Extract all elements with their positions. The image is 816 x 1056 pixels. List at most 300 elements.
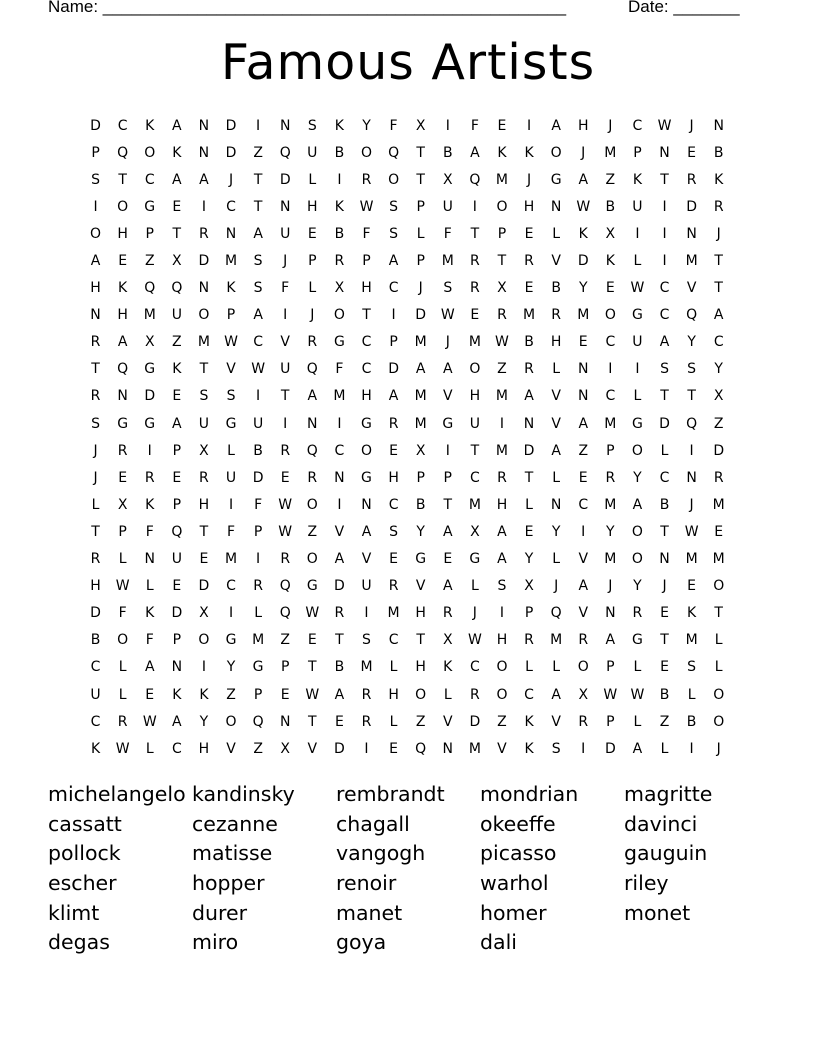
grid-letter: Q: [171, 523, 183, 540]
grid-letter: W: [630, 686, 645, 703]
grid-letter: L: [416, 225, 425, 242]
grid-letter: D: [198, 578, 210, 595]
grid-letter: G: [225, 415, 237, 432]
grid-letter: Y: [687, 334, 696, 351]
grid-letter: I: [662, 225, 667, 242]
grid-letter: H: [496, 632, 508, 649]
grid-letter: R: [605, 469, 616, 486]
grid-letter: R: [713, 198, 724, 215]
grid-letter: U: [307, 144, 318, 161]
grid-letter: L: [660, 442, 669, 459]
grid-letter: P: [91, 144, 100, 161]
grid-letter: M: [441, 253, 454, 270]
word-list-item: chagall: [336, 811, 410, 836]
grid-letter: M: [685, 551, 698, 568]
grid-letter: U: [361, 578, 372, 595]
grid-letter: J: [526, 171, 532, 188]
grid-letter: R: [307, 469, 318, 486]
grid-letter: T: [199, 361, 209, 378]
grid-letter: D: [198, 253, 210, 270]
grid-letter: I: [662, 253, 667, 270]
grid-letter: T: [497, 253, 507, 270]
grid-letter: P: [362, 253, 371, 270]
grid-letter: J: [662, 578, 667, 595]
grid-letter: R: [90, 551, 101, 568]
grid-letter: V: [551, 253, 561, 270]
grid-letter: W: [115, 578, 130, 595]
grid-letter: K: [334, 198, 344, 215]
grid-letter: K: [497, 144, 507, 161]
grid-letter: Z: [253, 740, 263, 757]
grid-letter: H: [496, 496, 508, 513]
grid-letter: O: [198, 307, 210, 324]
grid-letter: E: [443, 551, 453, 568]
grid-letter: L: [91, 496, 100, 513]
word-list-item: cassatt: [48, 811, 122, 836]
grid-letter: R: [334, 605, 345, 622]
word-list-item: davinci: [624, 811, 698, 836]
grid-letter: U: [171, 551, 182, 568]
grid-letter: F: [389, 117, 398, 134]
grid-letter: X: [442, 171, 453, 188]
grid-letter: I: [93, 198, 98, 215]
grid-letter: M: [685, 253, 698, 270]
grid-letter: E: [172, 198, 182, 215]
grid-letter: N: [713, 117, 724, 134]
grid-letter: V: [551, 713, 561, 730]
grid-letter: D: [144, 388, 156, 405]
grid-letter: Q: [252, 713, 264, 730]
grid-letter: F: [254, 496, 263, 513]
grid-letter: Y: [606, 523, 615, 540]
grid-letter: F: [281, 280, 290, 297]
grid-letter: S: [443, 280, 453, 297]
grid-letter: U: [252, 415, 264, 432]
grid-letter: P: [253, 686, 263, 703]
grid-letter: O: [631, 442, 643, 459]
grid-letter: C: [90, 713, 101, 730]
grid-letter: Z: [605, 171, 616, 188]
grid-letter: E: [497, 117, 507, 134]
grid-letter: A: [551, 442, 561, 459]
grid-letter: M: [604, 551, 617, 568]
grid-letter: A: [442, 578, 453, 595]
grid-letter: O: [496, 659, 508, 676]
grid-letter: P: [443, 469, 452, 486]
grid-letter: S: [253, 280, 263, 297]
grid-letter: I: [201, 198, 206, 215]
grid-letter: M: [685, 632, 698, 649]
grid-letter: M: [550, 632, 563, 649]
grid-letter: D: [334, 578, 345, 595]
grid-letter: E: [524, 523, 534, 540]
grid-letter: P: [497, 225, 507, 242]
grid-letter: L: [145, 740, 154, 757]
grid-letter: B: [253, 442, 263, 459]
grid-letter: O: [306, 551, 318, 568]
grid-letter: Q: [306, 442, 318, 459]
grid-letter: W: [657, 117, 672, 134]
grid-letter: Z: [497, 713, 507, 730]
grid-letter: L: [633, 659, 642, 676]
grid-letter: O: [713, 713, 725, 730]
grid-letter: R: [90, 334, 101, 351]
word-list-item: mondrian: [480, 782, 579, 806]
grid-letter: U: [225, 469, 237, 486]
grid-letter: E: [470, 307, 480, 324]
grid-letter: V: [280, 334, 290, 351]
word-list: [48, 780, 768, 958]
grid-letter: V: [361, 551, 372, 568]
grid-letter: N: [198, 144, 210, 161]
grid-letter: Q: [279, 144, 291, 161]
word-list-item: klimt: [48, 900, 100, 925]
grid-letter: X: [605, 225, 616, 242]
grid-letter: P: [172, 496, 182, 513]
grid-letter: W: [224, 334, 238, 351]
grid-letter: Z: [713, 415, 724, 432]
grid-letter: B: [551, 280, 561, 297]
grid-letter: O: [117, 198, 129, 215]
grid-letter: K: [118, 280, 128, 297]
grid-letter: L: [525, 496, 533, 513]
grid-letter: H: [198, 496, 210, 513]
grid-letter: M: [468, 496, 481, 513]
grid-letter: R: [469, 686, 480, 703]
grid-letter: J: [472, 605, 477, 622]
grid-letter: N: [279, 713, 291, 730]
grid-letter: T: [687, 388, 696, 405]
grid-letter: D: [225, 117, 237, 134]
grid-letter: L: [687, 686, 696, 703]
grid-letter: I: [445, 117, 450, 134]
grid-letter: V: [415, 578, 426, 595]
grid-letter: I: [581, 740, 586, 757]
grid-letter: C: [388, 632, 399, 649]
grid-letter: A: [578, 415, 589, 432]
grid-letter: C: [334, 442, 345, 459]
grid-letter: T: [443, 496, 453, 513]
grid-letter: J: [689, 117, 694, 134]
word-list-item: picasso: [480, 841, 557, 866]
name-field-label: Name: _________________________________________________: [48, 0, 567, 16]
grid-letter: K: [714, 171, 724, 188]
grid-letter: N: [307, 415, 318, 432]
grid-letter: R: [388, 415, 399, 432]
grid-letter: R: [117, 442, 128, 459]
grid-letter: B: [90, 632, 101, 649]
grid-letter: L: [308, 171, 317, 188]
grid-letter: K: [226, 280, 236, 297]
grid-letter: R: [524, 632, 534, 649]
grid-letter: I: [635, 225, 640, 242]
grid-letter: L: [552, 225, 561, 242]
grid-letter: B: [334, 144, 345, 161]
grid-letter: F: [226, 523, 236, 540]
grid-letter: O: [496, 686, 508, 703]
grid-letter: R: [361, 686, 372, 703]
grid-letter: N: [550, 496, 562, 513]
grid-letter: R: [713, 469, 724, 486]
grid-letter: J: [581, 144, 586, 161]
grid-letter: R: [632, 605, 643, 622]
grid-letter: R: [551, 307, 561, 324]
grid-letter: N: [686, 469, 697, 486]
grid-letter: R: [497, 469, 507, 486]
grid-letter: U: [171, 307, 182, 324]
grid-letter: L: [470, 578, 479, 595]
grid-letter: E: [660, 605, 669, 622]
grid-letter: T: [660, 523, 669, 540]
grid-letter: N: [225, 225, 237, 242]
grid-letter: P: [606, 713, 615, 730]
grid-letter: Q: [117, 361, 129, 378]
grid-letter: T: [91, 361, 100, 378]
grid-letter: S: [389, 523, 399, 540]
grid-letter: D: [577, 253, 589, 270]
grid-letter: E: [389, 442, 398, 459]
grid-letter: W: [142, 713, 157, 730]
grid-letter: A: [334, 551, 345, 568]
grid-letter: I: [608, 361, 613, 378]
grid-letter: A: [361, 523, 372, 540]
grid-letter: O: [713, 686, 725, 703]
grid-letter: N: [659, 551, 670, 568]
grid-letter: G: [631, 632, 643, 649]
grid-letter: X: [144, 334, 155, 351]
grid-letter: N: [550, 198, 562, 215]
grid-letter: A: [388, 388, 399, 405]
grid-letter: J: [716, 225, 721, 242]
grid-letter: R: [524, 253, 534, 270]
grid-letter: M: [495, 388, 508, 405]
word-list-item: okeeffe: [480, 811, 556, 836]
grid-letter: O: [117, 632, 129, 649]
grid-letter: F: [335, 361, 344, 378]
grid-letter: I: [499, 605, 505, 622]
grid-letter: O: [90, 225, 102, 242]
grid-letter: K: [90, 740, 101, 757]
grid-letter: E: [280, 686, 290, 703]
grid-letter: C: [144, 171, 155, 188]
grid-letter: V: [578, 605, 589, 622]
grid-letter: E: [578, 334, 588, 351]
grid-letter: G: [306, 578, 318, 595]
grid-letter: P: [633, 144, 642, 161]
grid-letter: B: [334, 659, 345, 676]
grid-letter: D: [659, 415, 670, 432]
grid-letter: Q: [117, 144, 129, 161]
grid-letter: V: [686, 280, 697, 297]
grid-letter: W: [603, 686, 618, 703]
grid-letter: W: [576, 198, 591, 215]
grid-letter: R: [388, 578, 399, 595]
grid-letter: Y: [551, 523, 561, 540]
grid-letter: A: [253, 225, 263, 242]
grid-letter: T: [470, 225, 480, 242]
grid-letter: F: [470, 117, 479, 134]
grid-letter: R: [578, 632, 589, 649]
grid-letter: P: [145, 225, 154, 242]
grid-letter: T: [470, 442, 480, 459]
grid-letter: I: [337, 496, 342, 513]
grid-letter: T: [253, 171, 263, 188]
grid-letter: T: [308, 659, 317, 676]
grid-letter: R: [469, 280, 480, 297]
word-list-item: miro: [192, 930, 239, 955]
grid-letter: M: [252, 632, 265, 649]
grid-letter: B: [713, 144, 724, 161]
grid-letter: L: [633, 388, 642, 405]
grid-letter: N: [577, 361, 589, 378]
grid-letter: A: [497, 551, 507, 568]
grid-letter: G: [144, 198, 156, 215]
grid-letter: L: [714, 659, 723, 676]
grid-letter: G: [225, 632, 237, 649]
grid-letter: A: [632, 496, 643, 513]
grid-letter: O: [415, 686, 427, 703]
grid-letter: G: [415, 551, 427, 568]
date-field-label: Date: _______: [628, 0, 740, 16]
grid-letter: X: [199, 442, 209, 459]
grid-letter: O: [550, 144, 562, 161]
grid-letter: T: [416, 144, 425, 161]
grid-letter: S: [687, 659, 697, 676]
grid-letter: W: [278, 496, 293, 513]
grid-letter: E: [145, 686, 155, 703]
grid-letter: T: [362, 307, 371, 324]
grid-letter: A: [578, 171, 589, 188]
grid-letter: U: [280, 225, 291, 242]
grid-letter: T: [660, 171, 669, 188]
grid-letter: H: [307, 198, 318, 215]
grid-letter: H: [550, 334, 562, 351]
grid-letter: E: [660, 659, 669, 676]
grid-letter: H: [361, 280, 372, 297]
grid-letter: R: [117, 713, 128, 730]
grid-letter: G: [361, 415, 372, 432]
grid-letter: T: [416, 632, 425, 649]
grid-letter: S: [91, 171, 100, 188]
letter-grid: [82, 112, 732, 762]
grid-letter: R: [686, 171, 697, 188]
grid-letter: H: [523, 198, 535, 215]
grid-letter: Y: [633, 578, 642, 595]
grid-letter: M: [495, 171, 508, 188]
grid-letter: I: [283, 415, 288, 432]
grid-letter: D: [604, 740, 616, 757]
grid-letter: M: [712, 496, 725, 513]
grid-letter: M: [604, 144, 617, 161]
grid-letter: Z: [144, 253, 155, 270]
grid-letter: H: [117, 307, 128, 324]
grid-letter: T: [172, 225, 182, 242]
grid-letter: Y: [633, 469, 642, 486]
grid-letter: X: [497, 280, 507, 297]
grid-letter: H: [388, 686, 399, 703]
word-list-item: monet: [624, 900, 691, 925]
grid-letter: L: [443, 686, 452, 703]
grid-letter: J: [283, 253, 288, 270]
grid-letter: M: [577, 307, 590, 324]
word-list-item: cezanne: [192, 811, 278, 836]
grid-letter: T: [714, 280, 723, 297]
grid-letter: K: [524, 713, 534, 730]
grid-letter: V: [226, 361, 236, 378]
grid-letter: W: [440, 307, 455, 324]
grid-letter: I: [256, 388, 261, 405]
grid-letter: Z: [415, 713, 426, 730]
grid-letter: G: [144, 361, 156, 378]
grid-letter: Q: [469, 171, 481, 188]
grid-letter: S: [497, 578, 507, 595]
grid-letter: M: [414, 415, 427, 432]
grid-letter: P: [389, 334, 398, 351]
grid-letter: O: [631, 523, 643, 540]
grid-letter: W: [305, 686, 320, 703]
grid-letter: R: [497, 307, 507, 324]
grid-letter: K: [145, 117, 155, 134]
grid-letter: A: [524, 388, 534, 405]
grid-letter: Q: [279, 605, 291, 622]
grid-letter: X: [334, 280, 345, 297]
grid-letter: R: [253, 578, 263, 595]
grid-letter: N: [605, 605, 616, 622]
grid-letter: O: [577, 659, 589, 676]
grid-letter: E: [524, 225, 534, 242]
grid-letter: I: [472, 198, 477, 215]
grid-letter: X: [280, 740, 290, 757]
grid-letter: A: [497, 523, 507, 540]
grid-letter: U: [442, 198, 453, 215]
grid-letter: A: [90, 253, 101, 270]
grid-letter: E: [389, 551, 398, 568]
grid-letter: Z: [280, 632, 290, 649]
grid-letter: D: [252, 469, 264, 486]
grid-letter: P: [172, 632, 182, 649]
grid-letter: P: [606, 442, 615, 459]
grid-letter: W: [278, 523, 293, 540]
grid-letter: A: [551, 117, 561, 134]
grid-letter: B: [415, 496, 426, 513]
grid-letter: O: [631, 551, 643, 568]
grid-letter: Y: [362, 117, 371, 134]
grid-letter: I: [364, 605, 369, 622]
grid-letter: T: [199, 523, 209, 540]
grid-letter: A: [415, 361, 426, 378]
grid-letter: K: [145, 605, 155, 622]
grid-letter: B: [659, 686, 670, 703]
grid-letter: J: [608, 578, 613, 595]
grid-letter: E: [524, 280, 534, 297]
grid-letter: O: [144, 144, 156, 161]
grid-letter: Z: [659, 713, 670, 730]
grid-letter: R: [280, 551, 291, 568]
grid-letter: T: [118, 171, 127, 188]
grid-letter: S: [389, 225, 399, 242]
grid-letter: H: [117, 225, 128, 242]
grid-letter: I: [228, 496, 234, 513]
grid-letter: E: [687, 144, 697, 161]
grid-letter: I: [283, 307, 288, 324]
grid-letter: D: [415, 307, 427, 324]
word-list-item: manet: [336, 900, 403, 925]
grid-letter: J: [445, 334, 450, 351]
grid-letter: C: [605, 388, 616, 405]
grid-letter: I: [581, 523, 586, 540]
grid-letter: C: [388, 496, 399, 513]
grid-letter: E: [172, 469, 182, 486]
